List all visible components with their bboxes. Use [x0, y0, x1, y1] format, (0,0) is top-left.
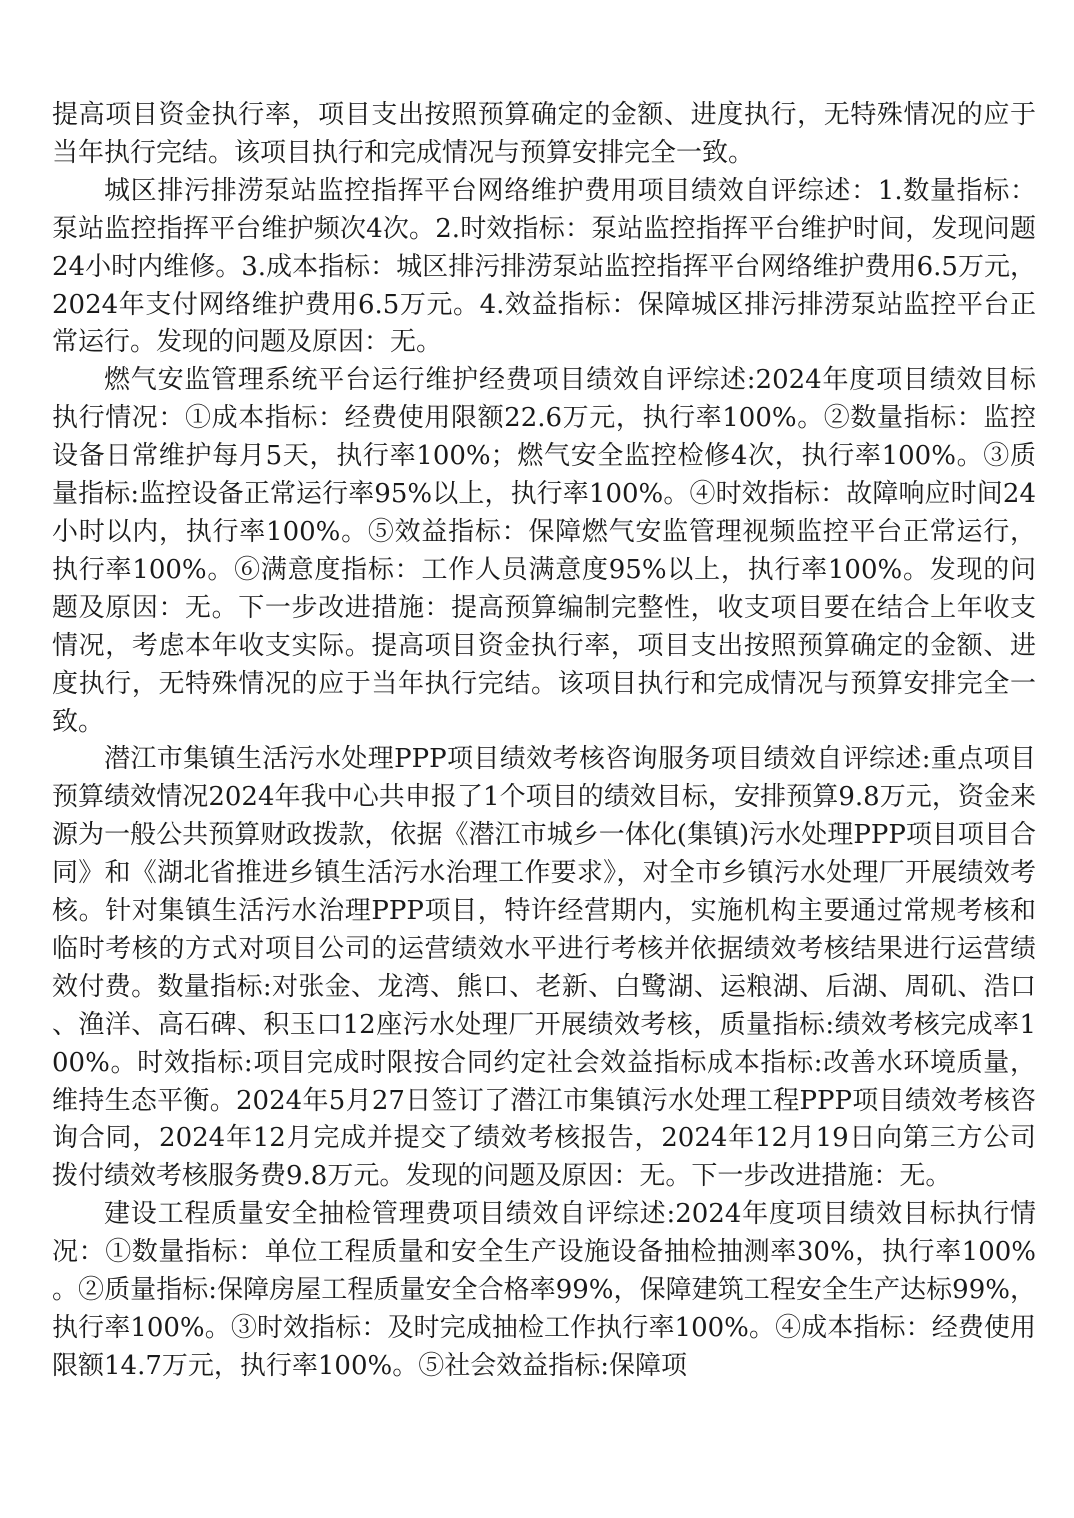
document-page: [52, 97, 1036, 1386]
paragraph-pump-station-network-maintenance: 城区排污排涝泵站监控指挥平台网络维护费用项目绩效自评综述：1.数量指标：泵站监控指挥平台维护频次4次。2.时效指标：泵站监控指挥平台维护时间，发现问题24小时内维修。3.成本指标：城区排污排涝泵站监控指挥平台网络维护费用6.5万元，2024年支付网络维护费用6.5万元。4.效益指标：保障城区排污排涝泵站监控平台正常运行。发现的问题及原因：无。: [52, 175, 1036, 358]
paragraph-gas-safety-platform-maintenance: 燃气安监管理系统平台运行维护经费项目绩效自评综述:2024年度项目绩效目标执行情况：①成本指标：经费使用限额22.6万元，执行率100%。②数量指标：监控设备日常维护每月5天，执行率100%；燃气安全监控检修4次，执行率100%。③质量指标:监控设备正常运行率95%以上，执行率100%。④时效指标：故障响应时间24小时以内，执行率100%。⑤效益指标：保障燃气安监管理视频监控平台正常运行，执行率100%。⑥满意度指标：工作人员满意度95%以上，执行率100%。发现的问题及原因：无。下一步改进措施：提高预算编制完整性，收支项目要在结合上年收支情况，考虑本年收支实际。提高项目资金执行率，项目支出按照预算确定的金额、进度执行，无特殊情况的应于当年执行完结。该项目执行和完成情况与预算安排完全一致。: [52, 365, 1036, 737]
paragraph-continued-fund-execution: 提高项目资金执行率，项目支出按照预算确定的金额、进度执行，无特殊情况的应于当年执行完结。该项目执行和完成情况与预算安排完全一致。: [52, 100, 1036, 168]
paragraph-town-sewage-ppp-assessment: 潜江市集镇生活污水处理PPP项目绩效考核咨询服务项目绩效自评综述:重点项目预算绩效情况2024年我中心共申报了1个项目的绩效目标，安排预算9.8万元，资金来源为一般公共预算财政拨款，依据《潜江市城乡一体化(集镇)污水处理PPP项目项目合同》和《湖北省推进乡镇生活污水治理工作要求》，对全市乡镇污水处理厂开展绩效考核。针对集镇生活污水治理PPP项目，特许经营期内，实施机构主要通过常规考核和临时考核的方式对项目公司的运营绩效水平进行考核并依据绩效考核结果进行运营绩效付费。数量指标:对张金、龙湾、熊口、老新、白鹭湖、运粮湖、后湖、周矶、浩口、渔洋、高石碑、积玉口12座污水处理厂开展绩效考核，质量指标:绩效考核完成率100%。时效指标:项目完成时限按合同约定社会效益指标成本指标:改善水环境质量，维持生态平衡。2024年5月27日签订了潜江市集镇污水处理工程PPP项目绩效考核咨询合同，2024年12月完成并提交了绩效考核报告，2024年12月19日向第三方公司拨付绩效考核服务费9.8万元。发现的问题及原因：无。下一步改进措施：无。: [52, 744, 1036, 1192]
paragraph-construction-quality-inspection: 建设工程质量安全抽检管理费项目绩效自评综述:2024年度项目绩效目标执行情况：①数量指标：单位工程质量和安全生产设施设备抽检抽测率30%，执行率100%。②质量指标:保障房屋工程质量安全合格率99%，保障建筑工程安全生产达标99%，执行率100%。③时效指标：及时完成抽检工作执行率100%。④成本指标：经费使用限额14.7万元，执行率100%。⑤社会效益指标:保障项: [52, 1199, 1036, 1381]
